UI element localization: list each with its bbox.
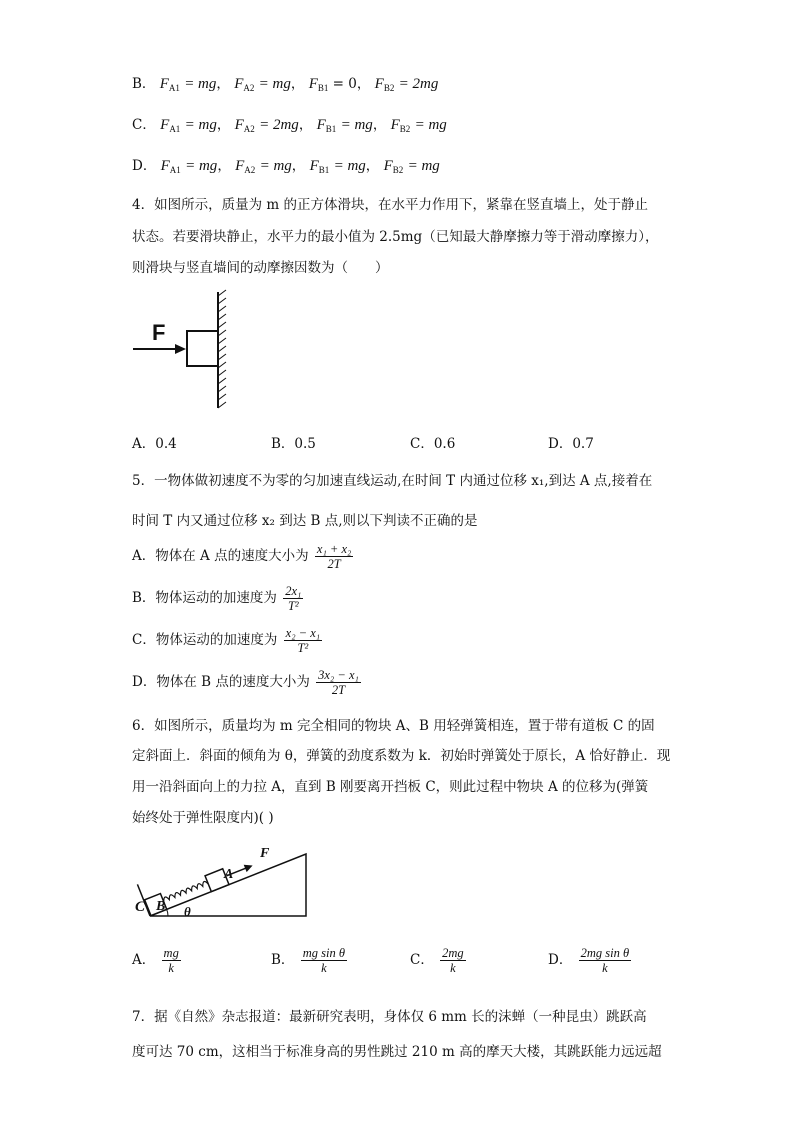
fraction bbox=[162, 946, 181, 975]
value: = 2mg bbox=[259, 117, 299, 133]
option-text: B．物体运动的加速度为 bbox=[132, 590, 277, 606]
q7-stem-line-2: 度可达 70 cm，这相当于标准身高的男性跳过 210 m 高的摩天大楼，其跳跃能力远远超 bbox=[132, 1044, 662, 1060]
f-a2-symbol: $F_{A2}$ bbox=[234, 76, 255, 93]
value: = mg bbox=[258, 76, 291, 92]
q4-stem-line-1: 4．如图所示，质量为 m 的正方体滑块，在水平力作用下，紧靠在竖直墙上，处于静止 bbox=[132, 197, 648, 213]
label-theta: θ bbox=[184, 904, 191, 919]
numerator: mg sin θ bbox=[302, 946, 345, 960]
q6-option-a bbox=[132, 946, 181, 975]
fraction bbox=[283, 584, 303, 613]
f-b2-symbol: $F_{B2}$ bbox=[383, 158, 404, 175]
denominator: T² bbox=[297, 641, 309, 655]
q5-option-a bbox=[132, 542, 353, 571]
numerator: 2mg sin θ bbox=[580, 946, 630, 960]
f-b2-symbol: $F_{B2}$ bbox=[390, 117, 411, 134]
numerator: 2x₁ bbox=[285, 584, 302, 598]
f-a1-symbol: $F_{A1}$ bbox=[160, 117, 181, 134]
value: = 2mg bbox=[398, 76, 439, 92]
q6-stem-line-3: 用一沿斜面向上的力拉 A，直到 B 刚要离开挡板 C，则此过程中物块 A 的位移为(弹簧 bbox=[132, 779, 649, 795]
option-label: C． bbox=[132, 117, 156, 133]
q6-incline-figure bbox=[130, 840, 315, 922]
value: = mg bbox=[333, 158, 366, 174]
q4-option-d: D．0.7 bbox=[548, 436, 594, 452]
f-a2-symbol: $F_{A2}$ bbox=[235, 158, 256, 175]
q4-stem-line-2: 状态。若要滑块静止，水平力的最小值为 2.5mg（已知最大静摩擦力等于滑动摩擦力）， bbox=[132, 229, 659, 245]
q6-stem-line-1: 6．如图所示，质量均为 m 完全相同的物块 A、B 用轻弹簧相连，置于带有道板 C 的固 bbox=[132, 718, 655, 734]
option-label: D． bbox=[132, 158, 157, 174]
pull-force-arrowhead bbox=[244, 862, 254, 872]
option-text: A．物体在 A 点的速度大小为 bbox=[132, 548, 309, 564]
option-label: B． bbox=[271, 952, 295, 968]
value: = mg bbox=[185, 158, 218, 174]
fraction bbox=[284, 626, 322, 655]
option-label: B． bbox=[132, 76, 156, 92]
option-label: A． bbox=[132, 952, 156, 968]
force-arrowhead bbox=[175, 344, 186, 354]
value: = mg bbox=[184, 117, 217, 133]
denominator: 2T bbox=[331, 683, 346, 697]
fraction bbox=[301, 946, 347, 975]
label-a: A bbox=[224, 867, 234, 882]
f-a1-symbol: $F_{A1}$ bbox=[160, 158, 181, 175]
value: = 0 bbox=[332, 76, 357, 92]
denominator: k bbox=[168, 961, 174, 975]
f-b1-symbol: $F_{B1}$ bbox=[309, 158, 330, 175]
label-f: F bbox=[260, 846, 270, 861]
option-text: D．物体在 B 点的速度大小为 bbox=[132, 674, 310, 690]
denominator: k bbox=[321, 961, 327, 975]
fraction bbox=[316, 668, 361, 697]
q6-stem-line-2: 定斜面上．斜面的倾角为 θ，弹簧的劲度系数为 k．初始时弹簧处于原长，A 恰好静止．现 bbox=[132, 748, 671, 764]
f-b1-symbol: $F_{B1}$ bbox=[308, 76, 329, 93]
f-b1-symbol: $F_{B1}$ bbox=[316, 117, 337, 134]
q5-option-c bbox=[132, 626, 322, 655]
force-label: F bbox=[152, 320, 166, 345]
denominator: T² bbox=[287, 599, 299, 613]
option-label: D． bbox=[548, 952, 573, 968]
q6-stem-line-4: 始终处于弹性限度内)( ) bbox=[132, 810, 274, 826]
value: = mg bbox=[407, 158, 440, 174]
fraction bbox=[440, 946, 466, 975]
value: = mg bbox=[340, 117, 373, 133]
option-label: C． bbox=[410, 952, 434, 968]
q5-stem-line-1: 5．一物体做初速度不为零的匀加速直线运动,在时间 T 内通过位移 x₁,到达 A 点,接着在 bbox=[132, 473, 653, 489]
label-b: B bbox=[156, 899, 166, 914]
value: = mg bbox=[259, 158, 292, 174]
q4-option-a: A．0.4 bbox=[132, 436, 177, 452]
numerator: mg bbox=[163, 946, 179, 960]
fraction bbox=[579, 946, 632, 975]
denominator: k bbox=[450, 961, 456, 975]
q4-option-b: B．0.5 bbox=[271, 436, 316, 452]
q7-stem-line-1: 7．据《自然》杂志报道：最新研究表明，身体仅 6 mm 长的沫蝉（一种昆虫）跳跃高 bbox=[132, 1009, 647, 1025]
f-a2-symbol: $F_{A2}$ bbox=[234, 117, 255, 134]
numerator: 2mg bbox=[442, 946, 464, 960]
numerator: 3x₂ − x₁ bbox=[318, 668, 359, 682]
value: = mg bbox=[184, 76, 217, 92]
numerator: x₂ − x₁ bbox=[285, 626, 321, 640]
numerator: x₁ + x₂ bbox=[316, 542, 352, 556]
denominator: k bbox=[602, 961, 608, 975]
fraction bbox=[315, 542, 353, 571]
value: = mg bbox=[414, 117, 447, 133]
denominator: 2T bbox=[327, 557, 341, 571]
q4-option-c: C．0.6 bbox=[410, 436, 456, 452]
q3-option-c: C． $F_{A1}$ = mg， $F_{A2} = 2mg$， $F_{B1}$ = mg， $F_{B2}$ = mg bbox=[132, 117, 447, 134]
q4-wall-block-figure bbox=[130, 288, 240, 413]
label-c: C bbox=[135, 899, 146, 915]
f-a1-symbol: $F_{A1}$ bbox=[159, 76, 180, 93]
q6-option-b bbox=[271, 946, 347, 975]
block bbox=[187, 331, 218, 366]
q3-option-b: B． $F_{A1}$ = mg， $F_{A2}$ = mg， $F_{B1} = 0$， $F_{B2} = 2mg$ bbox=[132, 76, 439, 93]
q3-option-d: D． $F_{A1}$ = mg， $F_{A2}$ = mg， $F_{B1}$ = mg， $F_{B2}$ = mg bbox=[132, 158, 440, 175]
q5-stem-line-2: 时间 T 内又通过位移 x₂ 到达 B 点,则以下判读不正确的是 bbox=[132, 513, 478, 529]
option-text: C．物体运动的加速度为 bbox=[132, 632, 278, 648]
q5-option-d bbox=[132, 668, 361, 697]
q6-option-d bbox=[548, 946, 631, 975]
wall-hatching bbox=[218, 290, 226, 408]
f-b2-symbol: $F_{B2}$ bbox=[374, 76, 395, 93]
q5-option-b bbox=[132, 584, 303, 613]
q4-stem-line-3: 则滑块与竖直墙间的动摩擦因数为（ ） bbox=[132, 260, 389, 276]
q6-option-c bbox=[410, 946, 466, 975]
